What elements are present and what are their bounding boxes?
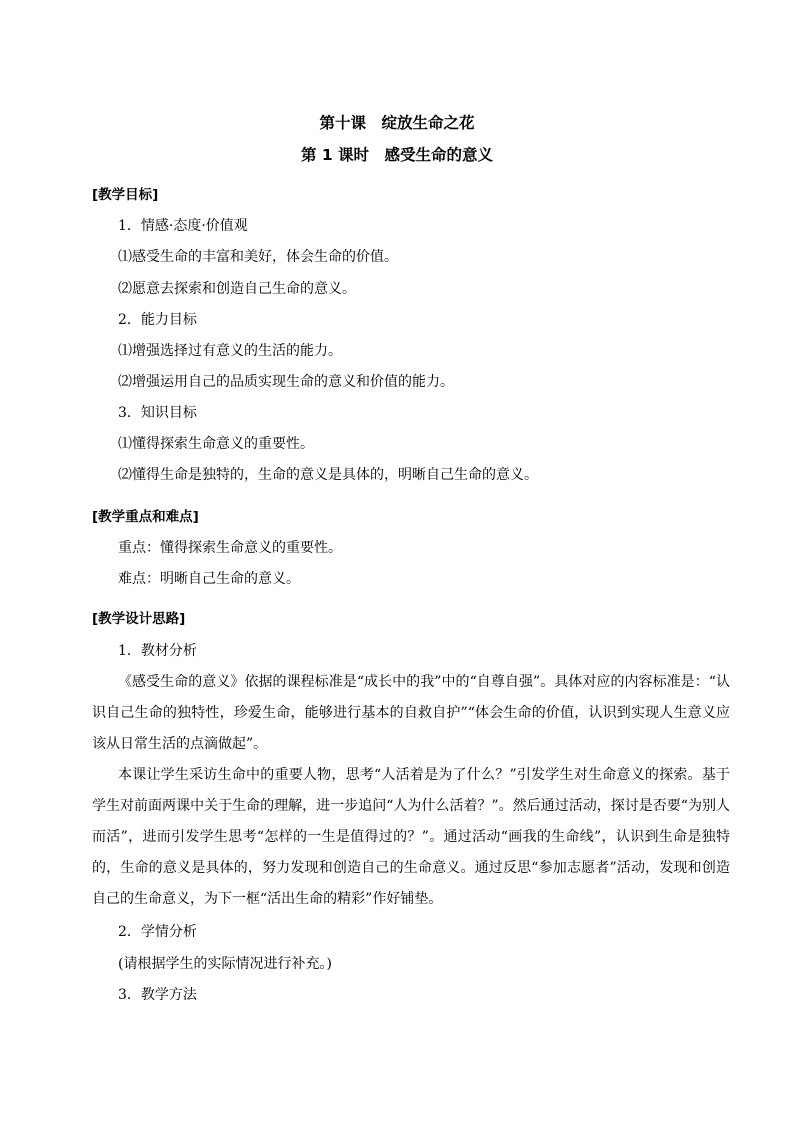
lesson-subtitle: 第 1 课时 感受生命的意义 — [300, 146, 494, 164]
goal-item: ⑵愿意去探索和创造自己生命的意义。 — [118, 281, 356, 297]
textbook-analysis-paragraph: 《感受生命的意义》依据的课程标准是“成长中的我”中的“自尊自强”。具体对应的内容标准是：“认识自己生命的独特性，珍爱生命，能够进行基本的自救自护”“体会生命的价值，认识到实现人生意义应该从日常生活的点滴做起”。 — [92, 674, 730, 752]
key-points-heading: [教学重点和难点] — [92, 509, 199, 525]
goal-item: 3．知识目标 — [118, 405, 197, 421]
key-point: 重点：懂得探索生命意义的重要性。 — [118, 540, 342, 556]
student-analysis-label: 2．学情分析 — [118, 924, 197, 940]
goal-item: ⑵增强运用自己的品质实现生命的意义和价值的能力。 — [118, 374, 454, 390]
goal-item: ⑵懂得生命是独特的，生命的意义是具体的，明晰自己生命的意义。 — [118, 467, 538, 483]
student-analysis-note: (请根据学生的实际情况进行补充。) — [118, 956, 332, 972]
design-heading: [教学设计思路] — [92, 611, 186, 627]
teaching-method-label: 3．教学方法 — [118, 987, 197, 1003]
lesson-title: 第十课 绽放生命之花 — [319, 114, 475, 132]
difficulty-point: 难点：明晰自己生命的意义。 — [118, 571, 300, 587]
goal-item: 1．情感·态度·价值观 — [118, 218, 248, 234]
textbook-analysis-label: 1．教材分析 — [118, 643, 197, 659]
goal-item: ⑴增强选择过有意义的生活的能力。 — [118, 343, 342, 359]
goal-item: 2．能力目标 — [118, 312, 197, 328]
goal-item: ⑴感受生命的丰富和美好，体会生命的价值。 — [118, 249, 398, 265]
design-paragraph: 本课让学生采访生命中的重要人物，思考“人活着是为了什么？”引发学生对生命意义的探索。基于学生对前面两课中关于生命的理解，进一步追问“人为什么活着？”。然后通过活动，探讨是否要“为别人而活”，进而引发学生思考“怎样的一生是值得过的？”。通过活动“画我的生命线”，认识到生命是独特的，生命的意义是具体的，努力发现和创造自己的生命意义。通过反思“参加志愿者”活动，发现和创造自己的生命意义，为下一框“活出生命的精彩”作好铺垫。 — [92, 767, 730, 907]
goal-item: ⑴懂得探索生命意义的重要性。 — [118, 436, 314, 452]
goals-heading: [教学目标] — [92, 187, 159, 203]
